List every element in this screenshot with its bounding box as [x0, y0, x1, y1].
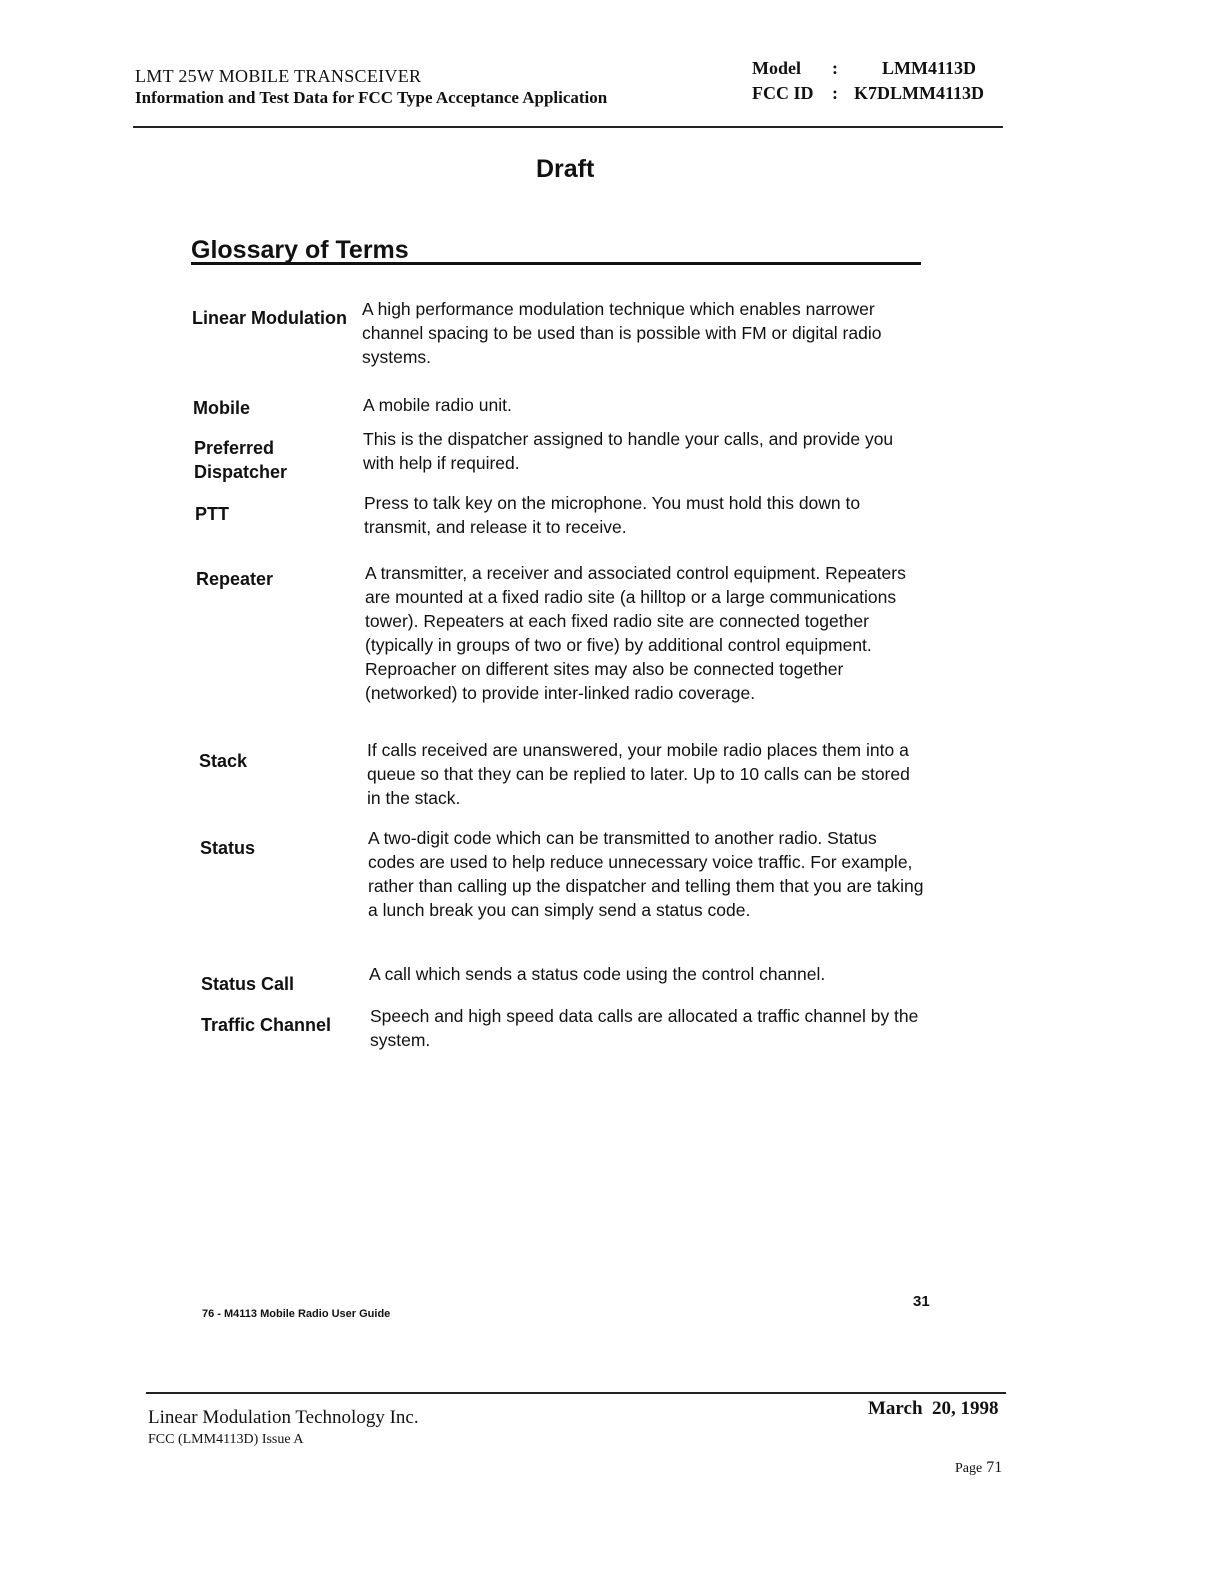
page-indicator: [955, 1459, 1002, 1477]
guide-note: 76 - M4113 Mobile Radio User Guide: [202, 1308, 391, 1320]
document-date: March 20, 1998: [868, 1398, 999, 1419]
model-label: Model: [752, 58, 801, 78]
glossary-definition: A mobile radio unit.: [363, 395, 512, 415]
draft-label: Draft: [536, 155, 595, 183]
glossary-definition: A two-digit code which can be transmitted to another radio. Status codes are used to help reduce unnecessary voice traffic. For example, rather than calling up the dispatcher and telling them that you are taking a lunch break you can simply send a status code.: [368, 828, 924, 920]
page-number: 71: [986, 1459, 1003, 1476]
glossary-definition: A transmitter, a receiver and associated control equipment. Repeaters are mounted at a fixed radio site (a hilltop or a large communications tower). Repeaters at each fixed radio site are connected together (typically in groups of two or five) by additional control equipment. Reproacher on different sites may also be connected together (networked) to provide inter-linked radio coverage.: [365, 563, 906, 703]
glossary-definition: Press to talk key on the microphone. You must hold this down to transmit, and release it to receive.: [364, 493, 861, 537]
document-subtitle: Information and Test Data for FCC Type Acceptance Application: [135, 88, 608, 107]
glossary-divider: [191, 262, 921, 265]
glossary-term: Traffic Channel: [201, 1015, 332, 1035]
glossary-definition: This is the dispatcher assigned to handle your calls, and provide you with help if required.: [363, 429, 894, 473]
glossary-term: Mobile: [193, 398, 250, 418]
glossary-term: PTT: [195, 504, 229, 524]
glossary-definition: If calls received are unanswered, your mobile radio places them into a queue so that they can be replied to later. Up to 10 calls can be stored in the stack.: [367, 740, 910, 808]
fccid-separator: :: [832, 83, 838, 103]
glossary-term: Repeater: [196, 569, 274, 589]
header-divider: [133, 126, 1003, 128]
glossary-definition: A high performance modulation technique which enables narrower channel spacing to be used than is possible with FM or digital radio systems.: [362, 299, 882, 367]
footer-divider: [146, 1392, 1006, 1394]
glossary-term: Status Call: [201, 974, 295, 994]
glossary-term: Linear Modulation: [192, 308, 347, 328]
glossary-definition: Speech and high speed data calls are allocated a traffic channel by the system.: [370, 1006, 919, 1050]
glossary-title: Glossary of Terms: [191, 236, 409, 264]
glossary-definition: A call which sends a status code using the control channel.: [369, 964, 826, 984]
model-info: [752, 58, 984, 108]
company-name: Linear Modulation Technology Inc.: [148, 1407, 419, 1428]
fccid-value: K7DLMM4113D: [854, 83, 984, 103]
fcc-issue: FCC (LMM4113D) Issue A: [148, 1432, 304, 1447]
document-title: LMT 25W MOBILE TRANSCEIVER: [135, 66, 422, 86]
model-value: LMM4113D: [882, 58, 976, 78]
fccid-label: FCC ID: [752, 83, 814, 103]
model-separator: :: [832, 58, 838, 78]
page-label: Page: [955, 1461, 983, 1476]
inner-page-number: 31: [913, 1293, 930, 1310]
glossary-term: Preferred Dispatcher: [194, 438, 288, 482]
glossary-term: Status: [200, 838, 256, 858]
glossary-term: Stack: [199, 751, 248, 771]
